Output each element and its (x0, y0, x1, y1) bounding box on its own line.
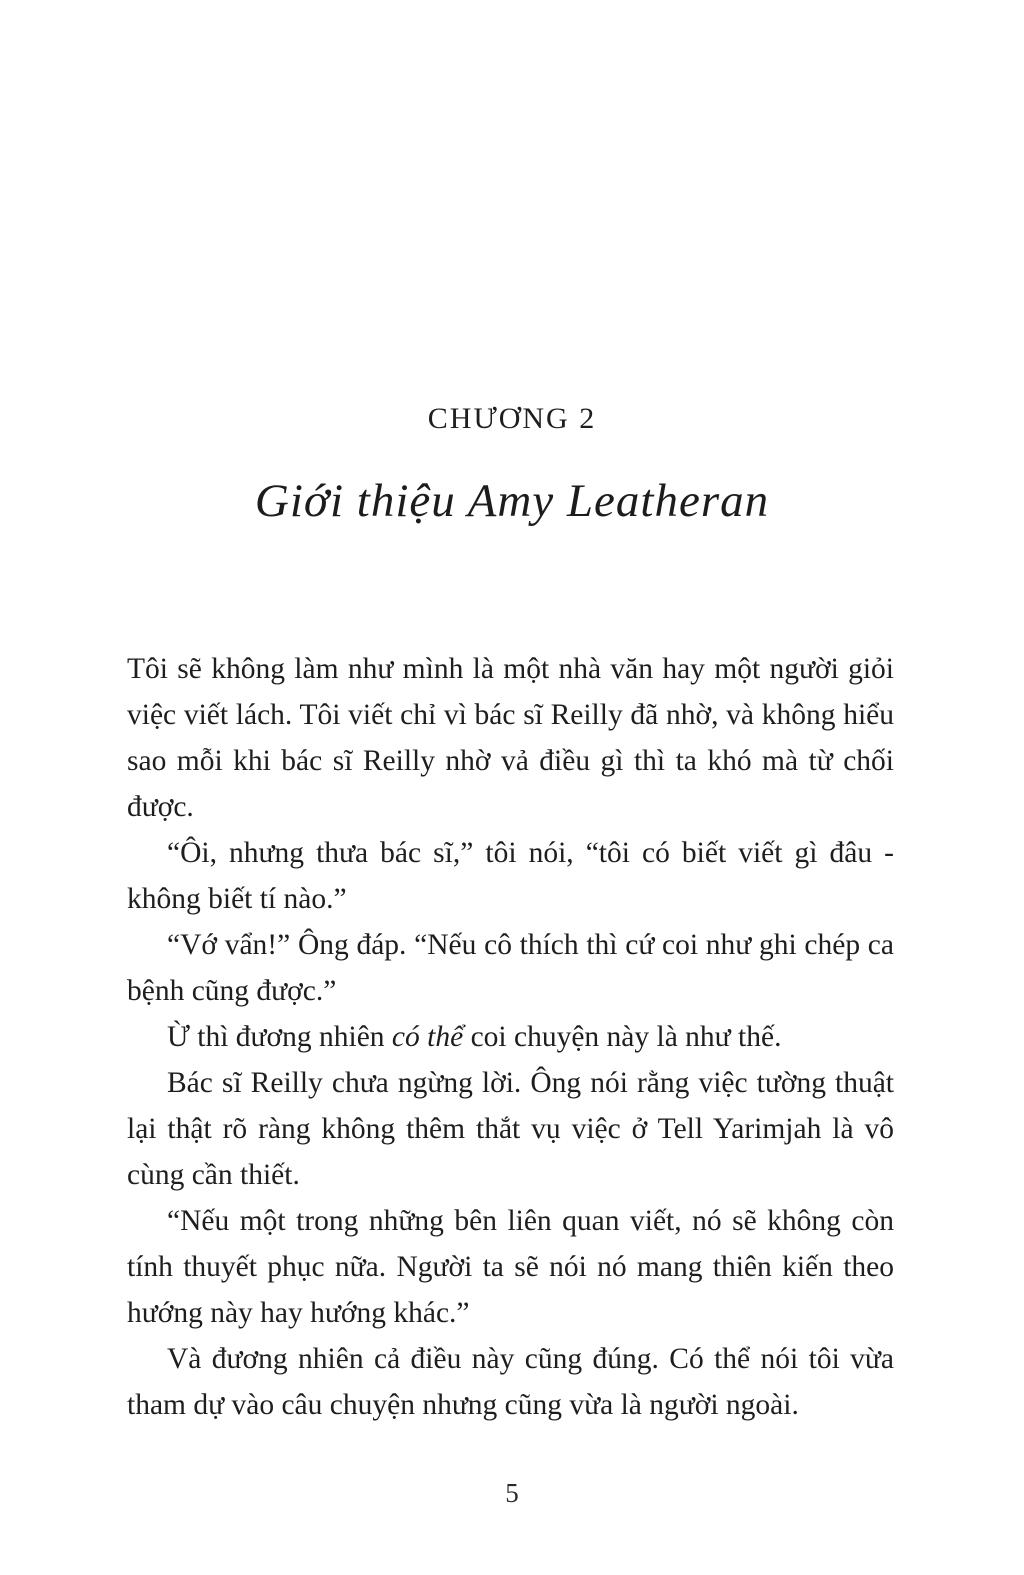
paragraph-text: “Ôi, nhưng thưa bác sĩ,” tôi nói, “tôi có biết viết gì đâu - không biết tí nào.” (127, 837, 894, 915)
italic-phrase: có thể (391, 1021, 464, 1053)
paragraph-text: “Nếu một trong những bên liên quan viết, nó sẽ không còn tính thuyết phục nữa. Người ta sẽ nói nó mang thiên kiến theo hướng này hay hướng khác.” (127, 1205, 894, 1329)
paragraph-text: Tôi sẽ không làm như mình là một nhà văn hay một người giỏi việc viết lách. Tôi viết chỉ vì bác sĩ Reilly đã nhờ, và không hiểu sao mỗi khi bác sĩ Reilly nhờ vả điều gì thì ta khó mà từ chối được. (127, 653, 894, 823)
chapter-label: CHƯƠNG 2 (427, 402, 597, 435)
paragraph (127, 922, 894, 1014)
page-number: 5 (505, 1478, 519, 1508)
paragraph (127, 1060, 894, 1198)
paragraph-text: Bác sĩ Reilly chưa ngừng lời. Ông nói rằng việc tường thuật lại thật rõ ràng không thêm thắt vụ việc ở Tell Yarimjah là vô cùng cần thiết. (127, 1067, 894, 1191)
paragraph (127, 1014, 894, 1060)
chapter-title: Giới thiệu Amy Leatheran (254, 475, 770, 527)
paragraph-text: Và đương nhiên cả điều này cũng đúng. Có thể nói tôi vừa tham dự vào câu chuyện nhưng cũng vừa là người ngoài. (127, 1343, 894, 1421)
paragraph-text: Ừ thì đương nhiên (167, 1021, 392, 1053)
paragraph-text: “Vớ vẩn!” Ông đáp. “Nếu cô thích thì cứ coi như ghi chép ca bệnh cũng được.” (127, 929, 894, 1007)
paragraph (127, 1198, 894, 1336)
paragraph (127, 1336, 894, 1428)
body-text (127, 646, 894, 1428)
paragraph (127, 830, 894, 922)
paragraph-text: coi chuyện này là như thế. (463, 1021, 782, 1053)
paragraph (127, 646, 894, 830)
